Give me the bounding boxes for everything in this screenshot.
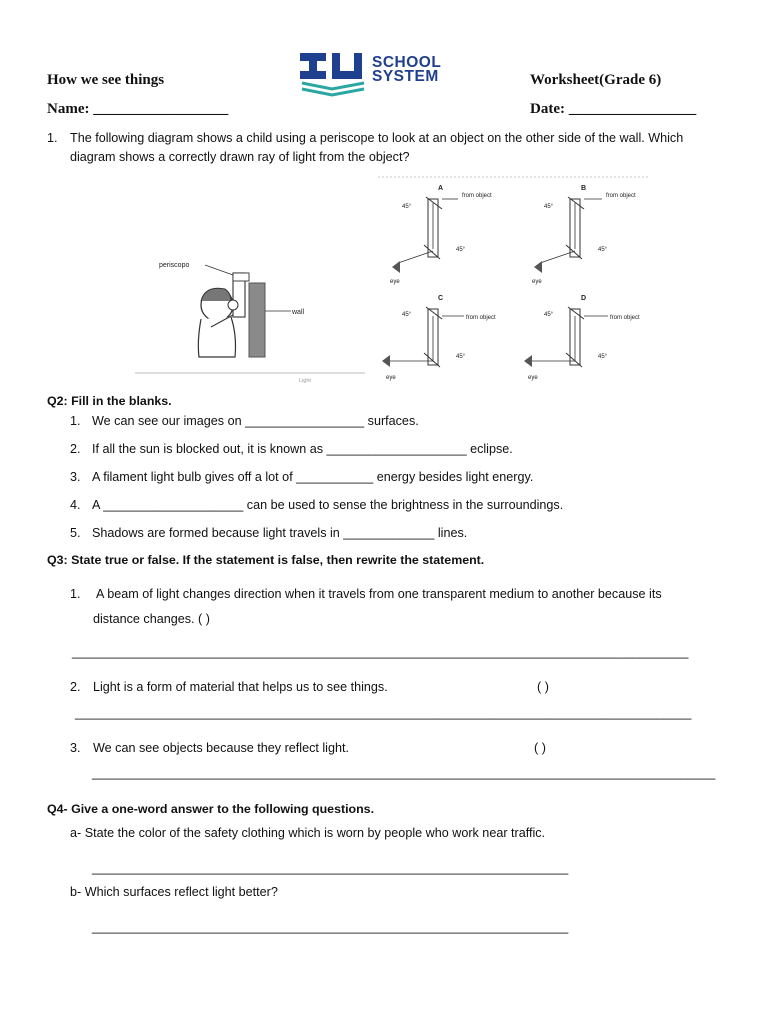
option-b-eye: eye [532,279,542,285]
q3-item-1-line1: A beam of light changes direction when it travels from one transparent medium to another because its [96,587,662,601]
q1-text-line1: The following diagram shows a child using a periscope to look at an object on the other side of the wall. Which [70,131,684,145]
q4-a-answer-line: ____________________________________________________________________ [92,861,569,875]
periscope-child-figure [135,245,370,385]
option-a-eye: eye [390,279,400,285]
logo-line2: SYSTEM [372,68,439,85]
wall-label: wall [292,309,305,316]
option-a-from: from object [462,193,492,199]
worksheet-grade: Worksheet(Grade 6) [530,72,662,88]
q2-item-text: If all the sun is blocked out, it is known as ____________________ eclipse. [92,442,513,456]
q2-item-number: 3. [70,470,81,484]
option-d-angle-top: 45° [544,312,554,318]
option-d-diagram [524,295,640,381]
q3-heading: Q3: State true or false. If the statement is false, then rewrite the statement. [47,553,485,567]
q2-item [70,470,533,484]
periscope-label: periscopo [159,262,190,269]
q2-heading: Q2: Fill in the blanks. [47,394,172,408]
q2-item-number: 5. [70,526,81,540]
q2-item [70,526,467,540]
q3-item-3-answer-line: _________________________________________________________________________________________ [92,766,716,780]
q3-item-3-number: 3. [70,741,81,755]
q2-item-text: Shadows are formed because light travels in _____________ lines. [92,526,468,540]
option-c-angle-bottom: 45° [456,354,466,360]
q3-item-2-paren: ( ) [537,680,549,694]
option-a-angle-bottom: 45° [456,247,466,253]
option-b-diagram [532,185,636,285]
worksheet-topic: How we see things [47,72,165,88]
option-d-eye: eye [528,375,538,381]
q2-item [70,498,563,512]
q3-item-2-answer-line: ________________________________________________________________________________________ [75,706,692,720]
option-c-angle-top: 45° [402,312,412,318]
q2-item-text: We can see our images on _________________ surfaces. [92,414,419,428]
q3-item-3-text: We can see objects because they reflect light. [93,741,349,755]
name-field: Name: __________________ [47,101,229,117]
q4-b-text: b- Which surfaces reflect light better? [70,885,278,899]
q4-b-answer-line: ____________________________________________________________________ [92,920,569,934]
school-logo [298,49,470,97]
q1-text-line2: diagram shows a correctly drawn ray of light from the object? [70,150,410,164]
q3-item-1-answer-line: ________________________________________________________________________________________ [72,645,689,659]
option-a-letter: A [438,185,444,192]
q1-number: 1. [47,131,58,145]
option-a-angle-top: 45° [402,204,412,210]
q3-item-3-paren: ( ) [534,741,546,755]
option-b-letter: B [581,185,587,192]
option-d-letter: D [581,295,587,302]
logo-line1: SCHOOL [372,54,442,71]
option-a-diagram [390,185,492,285]
option-d-from: from object [610,315,640,321]
option-c-from: from object [466,315,496,321]
q2-item-text: A ____________________ can be used to sense the brightness in the surroundings. [92,498,564,512]
q2-item-number: 4. [70,498,81,512]
q4-heading: Q4- Give a one-word answer to the following questions. [47,802,375,816]
q4-a-text: a- State the color of the safety clothing which is worn by people who work near traffic. [70,826,546,840]
option-b-angle-bottom: 45° [598,247,608,253]
q2-item [70,442,513,456]
option-d-angle-bottom: 45° [598,354,608,360]
q2-item-number: 1. [70,414,81,428]
date-field: Date: _________________ [530,101,697,117]
wall-shape [249,283,265,357]
figure-caption: Light [299,378,311,384]
q2-item-number: 2. [70,442,81,456]
q2-item [70,414,419,428]
option-c-letter: C [438,295,444,302]
school-logo-mark [298,49,368,97]
q3-item-1-number: 1. [70,587,81,601]
option-c-diagram [382,295,496,381]
option-b-from: from object [606,193,636,199]
q3-item-2-text: Light is a form of material that helps us to see things. [93,680,388,694]
q2-item-text: A filament light bulb gives off a lot of ___________ energy besides light energy. [92,470,534,484]
option-c-eye: eye [386,375,396,381]
periscope-options-figure [370,173,655,385]
q3-item-2-number: 2. [70,680,81,694]
q3-item-1-line2: distance changes. ( ) [93,612,210,626]
option-b-angle-top: 45° [544,204,554,210]
